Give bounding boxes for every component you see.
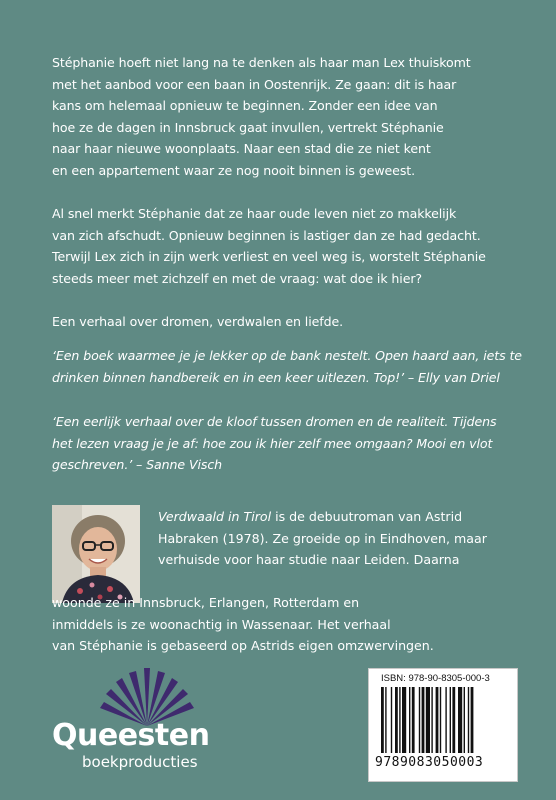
publisher-subtitle: boekproducties	[82, 753, 198, 771]
isbn-label: ISBN: 978-90-8305-000-3	[381, 673, 490, 684]
author-photo	[52, 505, 140, 603]
review-quote-1: ‘Een boek waarmee je je lekker op de bank nestelt. Open haard aan, iets te drinken binnen handbereik en in een keer uitlezen. Top!’ – Elly van Driel	[52, 348, 522, 385]
tagline: Een verhaal over dromen, verdwalen en liefde.	[52, 314, 344, 329]
isbn-barcode	[368, 668, 518, 782]
author-bio-bottom: woonde ze in Innsbruck, Erlangen, Rotterdam en inmiddels is ze woonachtig in Wassenaar. Het verhaal van Stéphanie is gebaseerd op Astrids eigen omzwervingen.	[52, 595, 434, 653]
publisher-name: Queesten	[52, 718, 210, 753]
author-portrait-illustration	[52, 505, 140, 603]
publisher-logo	[52, 668, 222, 778]
synopsis-paragraph-2: Al snel merkt Stéphanie dat ze haar oude leven niet zo makkelijk van zich afschudt. Opnieuw beginnen is lastiger dan ze had gedacht. Terwijl Lex zich in zijn werk verliest en veel weg is, worstelt Stéphanie steeds meer met zichzelf en met de vraag: wat doe ik hier?	[52, 206, 486, 286]
book-title: Verdwaald in Tirol	[158, 509, 272, 524]
barcode-number: 9789083050003	[375, 755, 484, 770]
synopsis-paragraph-1: Stéphanie hoeft niet lang na te denken als haar man Lex thuiskomt met het aanbod voor een baan in Oostenrijk. Ze gaan: dit is haar kans om helemaal opnieuw te beginnen. Zonder een idee van hoe ze de dagen in Innsbruck gaat invullen, vertrekt Stéphanie naar haar nieuwe woonplaats. Naar een stad die ze niet kent en een appartement waar ze nog nooit binnen is geweest.	[52, 55, 471, 178]
author-bio-top: Verdwaald in Tirol is de debuutroman van Astrid Habraken (1978). Ze groeide op in Eindhoven, maar verhuisde voor haar studie naar Leiden. Daarna	[158, 509, 487, 567]
barcode-bars	[379, 687, 507, 753]
review-quote-2: ‘Een eerlijk verhaal over de kloof tussen dromen en de realiteit. Tijdens het lezen vraag je je af: hoe zou ik hier zelf mee omgaan? Mooi en vlot geschreven.’ – Sanne Visch	[52, 414, 497, 472]
